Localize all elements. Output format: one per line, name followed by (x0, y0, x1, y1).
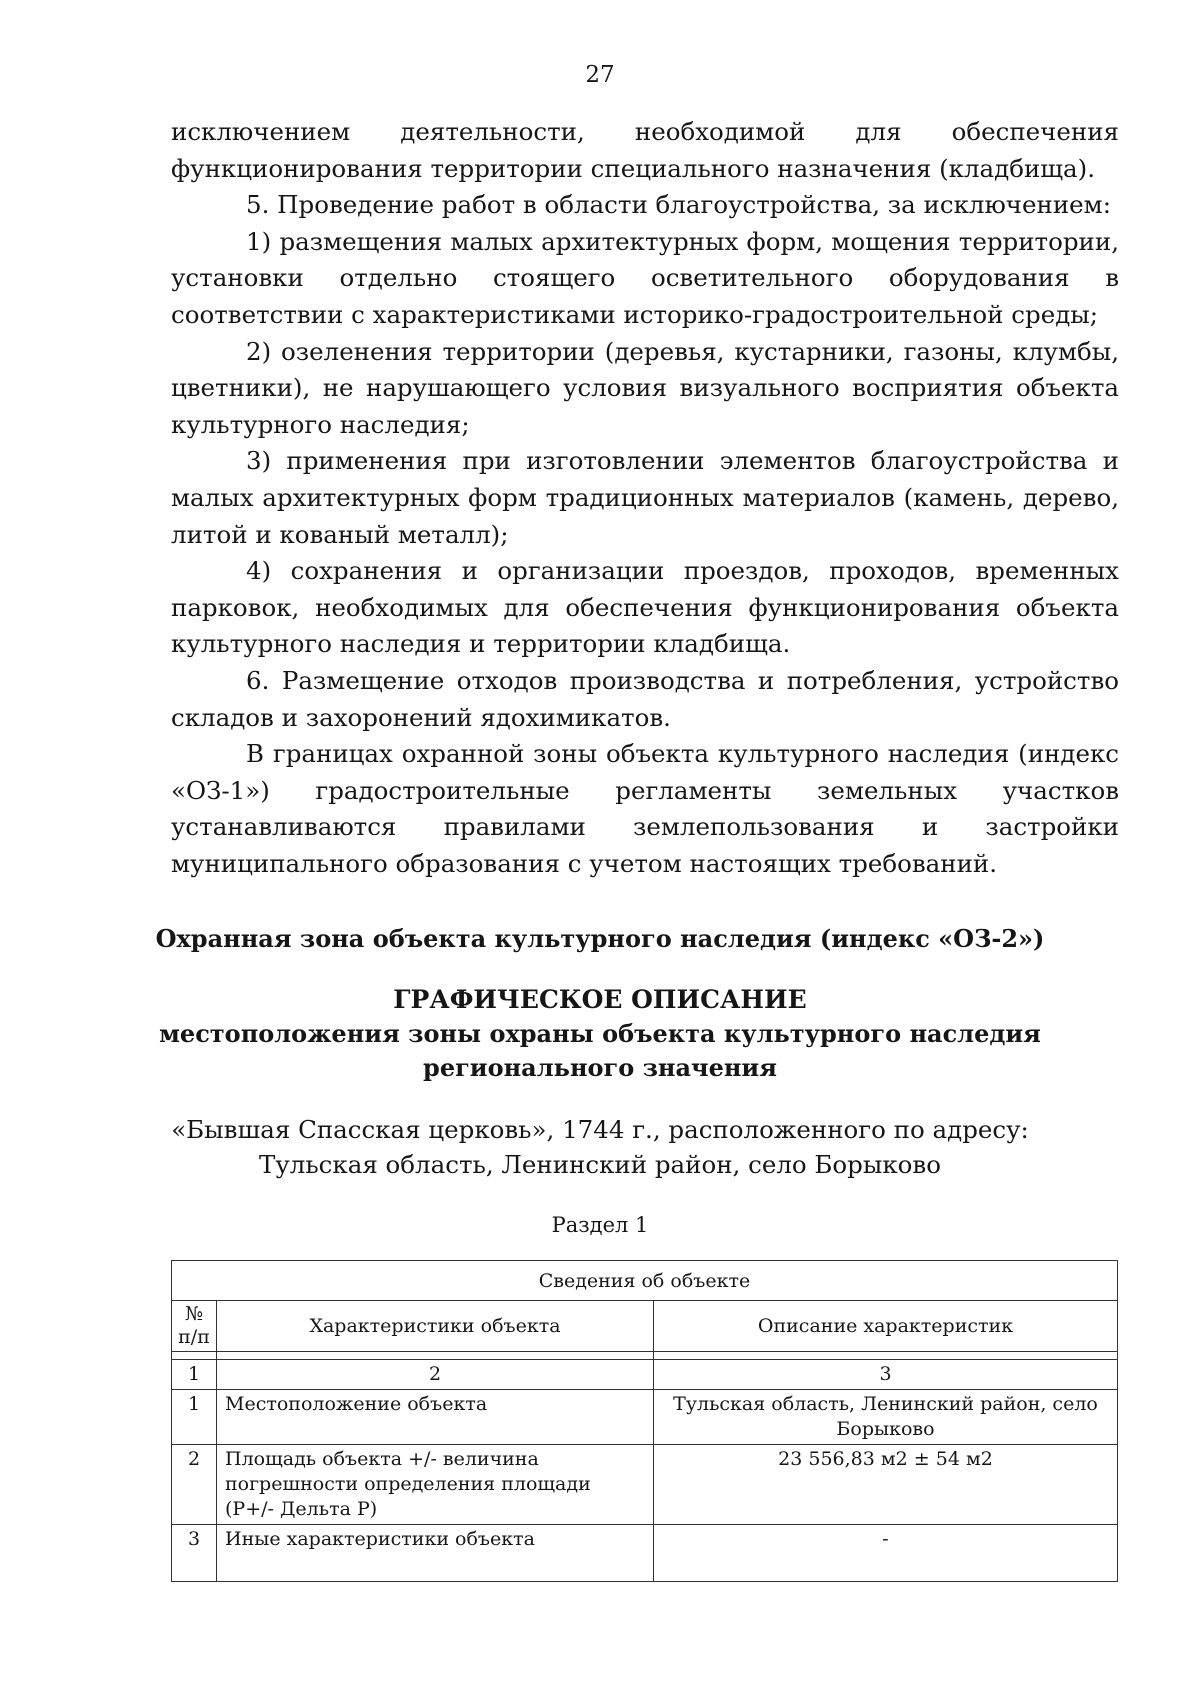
paragraph-zone-note: В границах охранной зоны объекта культурного наследия (индекс «ОЗ-1») градостроительные регламенты земельных участков устанавливаются правилами землепользования и застройки муниципального образования с учетом настоящих требований. (171, 739, 1119, 878)
graphic-subtitle-line1: местоположения зоны охраны объекта культурного наследия (159, 1019, 1041, 1048)
object-info-table (171, 1260, 1118, 1582)
spacer-cell (217, 1352, 654, 1360)
section-label: Раздел 1 (551, 1213, 649, 1237)
table-caption-row (172, 1261, 1118, 1301)
paragraph-subitem-1: 1) размещения малых архитектурных форм, мощения территории, установки отдельно стоящего осветительного оборудования в соответствии с характеристиками историко-градостроительной среды; (171, 226, 1119, 329)
paragraph-subitem-4: 4) сохранения и организации проездов, проходов, временных парковок, необходимых для обеспечения функционирования объекта культурного наследия и территории кладбища. (171, 556, 1119, 659)
table-row (172, 1445, 1118, 1525)
spacer-cell (172, 1352, 217, 1360)
header-characteristic: Характеристики объекта (217, 1301, 654, 1352)
row-num: 1 (172, 1390, 217, 1445)
table-spacer-row (172, 1352, 1118, 1360)
row-description: Тульская область, Ленинский район, село Борыково (654, 1390, 1118, 1445)
table-caption: Сведения об объекте (172, 1261, 1118, 1301)
row-num: 3 (172, 1525, 217, 1582)
object-name-line: «Бывшая Спасская церковь», 1744 г., расположенного по адресу: (171, 1115, 1029, 1144)
row-num: 2 (172, 1445, 217, 1525)
row-description: 23 556,83 м2 ± 54 м2 (654, 1445, 1118, 1525)
object-address-line: Тульская область, Ленинский район, село Борыково (259, 1150, 941, 1179)
table-row (172, 1390, 1118, 1445)
row-characteristic: Местоположение объекта (217, 1390, 654, 1445)
graphic-subtitle-line2: регионального значения (423, 1053, 777, 1082)
header-description: Описание характеристик (654, 1301, 1118, 1352)
paragraph-item-6: 6. Размещение отходов производства и потребления, устройство складов и захоронений ядохимикатов. (171, 665, 1119, 732)
body-text (171, 114, 1119, 882)
index-cell-1: 1 (172, 1360, 217, 1390)
row-characteristic: Иные характеристики объекта (217, 1525, 654, 1582)
index-cell-2: 2 (217, 1360, 654, 1390)
spacer-cell (654, 1352, 1118, 1360)
table-row (172, 1525, 1118, 1582)
paragraph-item-5: 5. Проведение работ в области благоустройства, за исключением: (246, 190, 1111, 220)
index-cell-3: 3 (654, 1360, 1118, 1390)
table-header-row (172, 1301, 1118, 1352)
graphic-title: ГРАФИЧЕСКОЕ ОПИСАНИЕ (393, 985, 807, 1014)
row-characteristic: Площадь объекта +/- величина погрешности определения площади (Р+/- Дельта Р) (217, 1445, 654, 1525)
zone-heading: Охранная зона объекта культурного наследия (индекс «ОЗ-2») (155, 924, 1045, 953)
page-number: 27 (585, 62, 615, 88)
paragraph-subitem-3: 3) применения при изготовлении элементов благоустройства и малых архитектурных форм традиционных материалов (камень, дерево, литой и кованый металл); (171, 446, 1119, 549)
paragraph-continuation: исключением деятельности, необходимой для обеспечения функционирования территории специального назначения (кладбища). (171, 117, 1119, 183)
header-num: № п/п (172, 1301, 217, 1352)
paragraph-subitem-2: 2) озеленения территории (деревья, кустарники, газоны, клумбы, цветники), не нарушающего условия визуального восприятия объекта культурного наследия; (171, 336, 1119, 439)
row-description: - (654, 1525, 1118, 1582)
table-index-row (172, 1360, 1118, 1390)
